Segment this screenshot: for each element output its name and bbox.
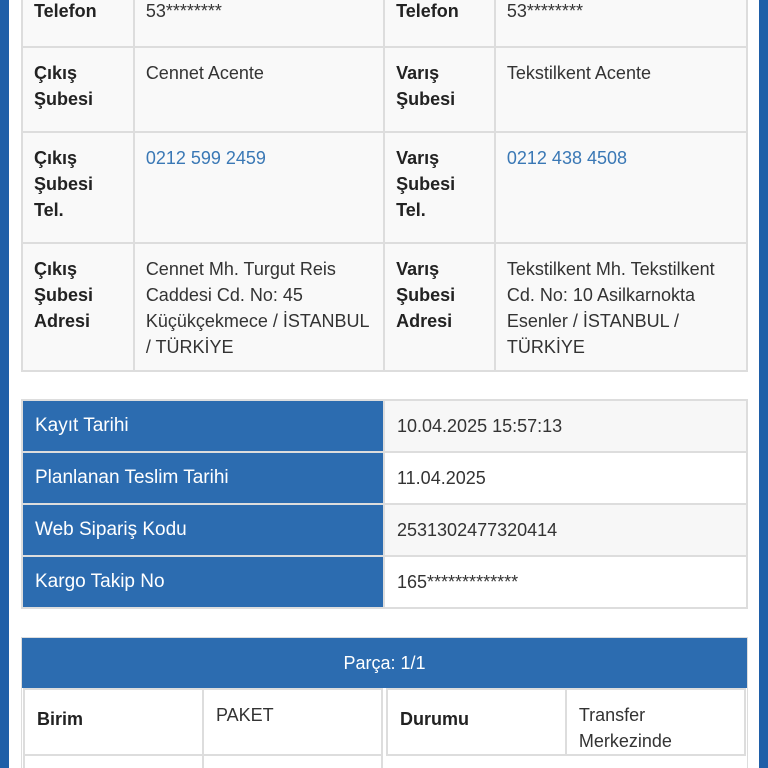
arrival-branch-label: Varış Şubesi [384, 47, 495, 132]
sender-phone-label: Telefon [22, 0, 134, 47]
table-row [22, 452, 747, 504]
branch-info-table [21, 0, 748, 372]
departure-branch-value: Cennet Acente [134, 47, 384, 132]
departure-branch-address-value: Cennet Mh. Turgut Reis Caddesi Cd. No: 45 Küçükçekmece / İSTANBUL / TÜRKİYE [134, 243, 384, 371]
arrival-branch-address-label: Varış Şubesi Adresi [384, 243, 495, 371]
table-row [24, 689, 382, 755]
registration-date-label: Kayıt Tarihi [22, 400, 384, 452]
arrival-branch-address-value: Tekstilkent Mh. Tekstilkent Cd. No: 10 Asilkarnokta Esenler / İSTANBUL / TÜRKİYE [495, 243, 747, 371]
departure-branch-phone-label: Çıkış Şubesi Tel. [22, 132, 134, 243]
planned-delivery-date-label: Planlanan Teslim Tarihi [22, 452, 384, 504]
empty-cell [24, 755, 203, 768]
table-row [22, 400, 747, 452]
registration-date-value: 10.04.2025 15:57:13 [384, 400, 747, 452]
tracking-number-value: 165************* [384, 556, 747, 608]
table-row [22, 556, 747, 608]
web-order-code-value: 2531302477320414 [384, 504, 747, 556]
arrival-branch-phone-label: Varış Şubesi Tel. [384, 132, 495, 243]
sender-phone-value: 53******** [134, 0, 384, 47]
parcel-panel [21, 637, 748, 768]
parcel-status-table [386, 688, 746, 756]
empty-cell [203, 755, 382, 768]
table-row [22, 504, 747, 556]
departure-branch-phone-link[interactable]: 0212 599 2459 [134, 132, 384, 243]
status-label: Durumu [387, 689, 566, 755]
unit-value: PAKET [203, 689, 382, 755]
unit-label: Birim [24, 689, 203, 755]
receiver-phone-value: 53******** [495, 0, 747, 47]
table-row [22, 0, 747, 47]
web-order-code-label: Web Sipariş Kodu [22, 504, 384, 556]
table-row [387, 689, 745, 755]
table-row [22, 243, 747, 371]
table-row [24, 755, 382, 768]
receiver-phone-label: Telefon [384, 0, 495, 47]
planned-delivery-date-value: 11.04.2025 [384, 452, 747, 504]
table-row [22, 132, 747, 243]
parcel-header: Parça: 1/1 [22, 638, 747, 688]
tracking-number-label: Kargo Takip No [22, 556, 384, 608]
table-row [22, 47, 747, 132]
departure-branch-label: Çıkış Şubesi [22, 47, 134, 132]
arrival-branch-value: Tekstilkent Acente [495, 47, 747, 132]
status-value: Transfer Merkezinde [566, 689, 745, 755]
departure-branch-address-label: Çıkış Şubesi Adresi [22, 243, 134, 371]
shipment-summary-table [21, 399, 748, 609]
arrival-branch-phone-link[interactable]: 0212 438 4508 [495, 132, 747, 243]
parcel-unit-table [23, 688, 383, 768]
